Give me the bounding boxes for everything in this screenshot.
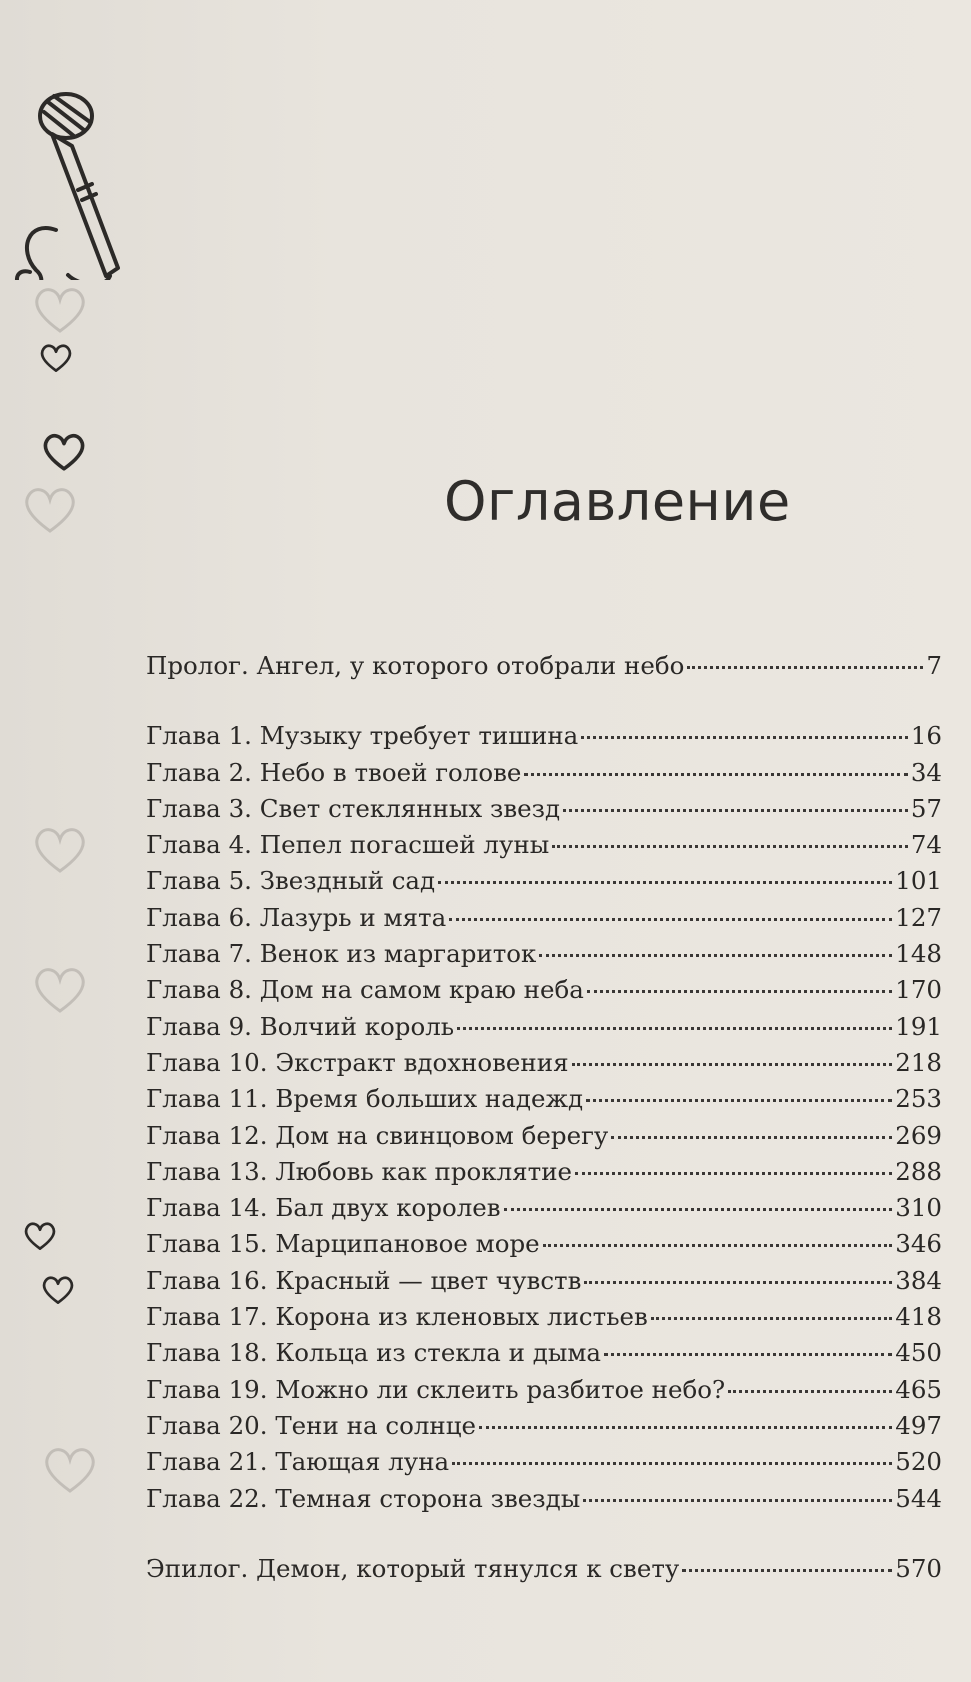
toc-entry-chapter — [146, 1154, 942, 1190]
toc-entry-label: Глава 15. Марципановое море — [146, 1229, 540, 1259]
toc-entry-chapter — [146, 1190, 942, 1226]
toc-entry-label: Глава 14. Бал двух королев — [146, 1193, 501, 1223]
toc-entry-chapter — [146, 1226, 942, 1262]
toc-entry-chapter — [146, 1481, 942, 1517]
toc-entry-label: Глава 21. Тающая луна — [146, 1447, 450, 1477]
dot-leader — [572, 1063, 893, 1066]
toc-entry-chapter — [146, 718, 942, 754]
dot-leader — [611, 1136, 892, 1139]
toc-entry-label: Глава 12. Дом на свинцовом берегу — [146, 1120, 609, 1150]
dot-leader — [457, 1027, 892, 1030]
toc-entry-page: 34 — [910, 757, 942, 787]
toc-entry-label: Глава 11. Время больших надежд — [146, 1084, 584, 1114]
toc-entry-page: 544 — [895, 1483, 942, 1513]
toc-entry-label: Глава 10. Экстракт вдохновения — [146, 1047, 569, 1077]
toc-entry-label: Глава 8. Дом на самом краю неба — [146, 975, 584, 1005]
dot-leader — [687, 666, 923, 669]
toc-entry-epilogue — [146, 1551, 942, 1587]
toc-entry-page: 127 — [895, 902, 942, 932]
toc-entry-prologue — [146, 648, 942, 684]
dot-leader — [575, 1172, 892, 1175]
dot-leader — [651, 1317, 892, 1320]
toc-entry-page: 450 — [895, 1338, 942, 1368]
toc-entry-chapter — [146, 1408, 942, 1444]
dot-leader — [682, 1569, 892, 1572]
toc-entry-page: 170 — [895, 975, 942, 1005]
table-of-contents — [146, 648, 942, 1587]
heart-icon — [40, 1272, 76, 1308]
dot-leader — [563, 809, 908, 812]
toc-entry-label: Глава 18. Кольца из стекла и дыма — [146, 1338, 601, 1368]
dot-leader — [543, 1244, 893, 1247]
dot-leader — [587, 990, 892, 993]
dot-leader — [449, 918, 892, 921]
dot-leader — [586, 1099, 892, 1102]
microphone-icon — [8, 80, 128, 280]
dot-leader — [539, 954, 892, 957]
toc-entry-chapter — [146, 1118, 942, 1154]
heart-icon — [22, 1218, 58, 1254]
toc-entry-page: 384 — [895, 1265, 942, 1295]
toc-entry-page: 218 — [895, 1047, 942, 1077]
toc-entry-page: 148 — [895, 939, 942, 969]
dot-leader — [524, 773, 907, 776]
toc-entry-label: Глава 17. Корона из кленовых листьев — [146, 1302, 648, 1332]
toc-entry-page: 418 — [895, 1302, 942, 1332]
toc-entry-label: Глава 6. Лазурь и мята — [146, 902, 447, 932]
heart-icon — [30, 280, 90, 340]
toc-entry-page: 520 — [895, 1447, 942, 1477]
toc-entry-page: 288 — [895, 1156, 942, 1186]
heart-icon — [20, 480, 80, 540]
toc-entry-label: Эпилог. Демон, который тянулся к свету — [146, 1553, 680, 1583]
toc-entry-chapter — [146, 755, 942, 791]
heart-icon — [30, 820, 90, 880]
toc-entry-label: Глава 22. Темная сторона звезды — [146, 1483, 581, 1513]
toc-entry-chapter — [146, 936, 942, 972]
dot-leader — [479, 1426, 892, 1429]
toc-entry-label: Глава 19. Можно ли склеить разбитое небо? — [146, 1374, 726, 1404]
page-title: Оглавление — [444, 470, 791, 533]
dot-leader — [452, 1462, 892, 1465]
heart-icon — [40, 428, 88, 476]
toc-entry-chapter — [146, 1299, 942, 1335]
toc-entry-page: 346 — [895, 1229, 942, 1259]
toc-entry-label: Глава 9. Волчий король — [146, 1011, 455, 1041]
toc-entry-page: 253 — [895, 1084, 942, 1114]
toc-entry-chapter — [146, 900, 942, 936]
toc-entry-page: 101 — [895, 866, 942, 896]
toc-entry-chapter — [146, 1444, 942, 1480]
chapter-list — [146, 718, 942, 1517]
toc-entry-page: 7 — [926, 651, 942, 680]
toc-entry-chapter — [146, 1263, 942, 1299]
dot-leader — [552, 845, 908, 848]
toc-entry-chapter — [146, 1009, 942, 1045]
toc-entry-page: 16 — [910, 721, 942, 751]
heart-icon — [40, 1440, 100, 1500]
toc-entry-chapter — [146, 972, 942, 1008]
toc-entry-label: Глава 4. Пепел погасшей луны — [146, 830, 550, 860]
dot-leader — [728, 1390, 892, 1393]
dot-leader — [584, 1281, 892, 1284]
toc-entry-label: Пролог. Ангел, у которого отобрали небо — [146, 651, 685, 680]
dot-leader — [581, 736, 908, 739]
dot-leader — [438, 881, 892, 884]
toc-entry-label: Глава 2. Небо в твоей голове — [146, 757, 522, 787]
toc-entry-label: Глава 5. Звездный сад — [146, 866, 436, 896]
toc-entry-label: Глава 16. Красный — цвет чувств — [146, 1265, 582, 1295]
toc-entry-chapter — [146, 863, 942, 899]
toc-entry-chapter — [146, 827, 942, 863]
toc-entry-page: 570 — [895, 1553, 942, 1583]
dot-leader — [583, 1499, 892, 1502]
toc-entry-label: Глава 1. Музыку требует тишина — [146, 721, 579, 751]
toc-entry-chapter — [146, 1372, 942, 1408]
dot-leader — [604, 1353, 892, 1356]
toc-entry-page: 310 — [895, 1193, 942, 1223]
dot-leader — [504, 1208, 893, 1211]
toc-entry-chapter — [146, 791, 942, 827]
toc-entry-label: Глава 13. Любовь как проклятие — [146, 1156, 573, 1186]
toc-entry-label: Глава 20. Тени на солнце — [146, 1410, 476, 1440]
toc-entry-page: 497 — [895, 1410, 942, 1440]
toc-entry-page: 57 — [910, 793, 942, 823]
heart-icon — [30, 960, 90, 1020]
toc-entry-chapter — [146, 1081, 942, 1117]
toc-entry-label: Глава 3. Свет стеклянных звезд — [146, 793, 561, 823]
heart-icon — [38, 340, 74, 376]
toc-entry-chapter — [146, 1045, 942, 1081]
toc-entry-page: 465 — [895, 1374, 942, 1404]
toc-entry-page: 74 — [910, 830, 942, 860]
toc-entry-chapter — [146, 1335, 942, 1371]
toc-entry-label: Глава 7. Венок из маргариток — [146, 939, 537, 969]
toc-entry-page: 191 — [895, 1011, 942, 1041]
toc-entry-page: 269 — [895, 1120, 942, 1150]
